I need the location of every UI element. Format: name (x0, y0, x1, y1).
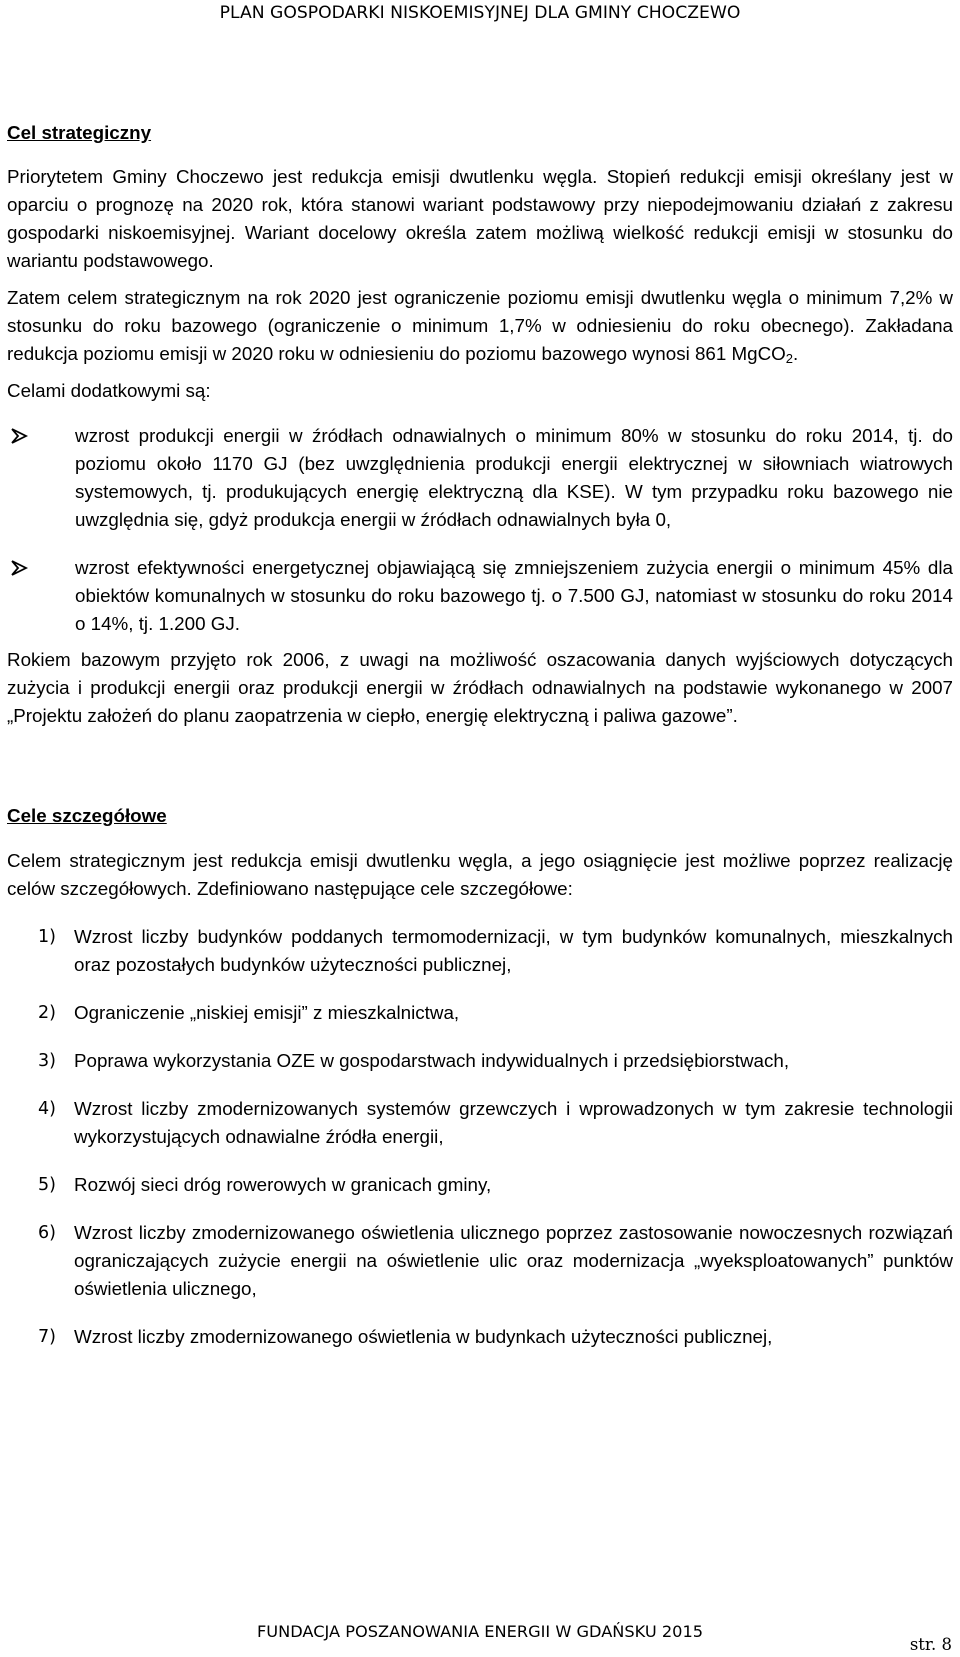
paragraph-cel-strategiczny (7, 284, 953, 368)
list-item (7, 1323, 953, 1351)
list-number: 7) (38, 1327, 56, 1347)
list-number: 2) (38, 1003, 56, 1023)
document-body (7, 119, 953, 1351)
paragraph-cele-szczegolowe-intro: Celem strategicznym jest redukcja emisji dwutlenku węgla, a jego osiągnięcie jest możliwe poprzez realizację celów szczegółowych. Zdefiniowano następujące cele szczegółowe: (7, 850, 953, 899)
paragraph-rok-bazowy: Rokiem bazowym przyjęto rok 2006, z uwagi na możliwość oszacowania danych wyjściowych dotyczących zużycia i produkcji energii oraz produkcji energii w źródłach odnawialnych na podstawie wykonanego w 2007 „Projektu założeń do planu zaopatrzenia w ciepło, energię elektryczną i paliwa gazowe”. (7, 649, 953, 726)
paragraph-cel-strategiczny-text: Zatem celem strategicznym na rok 2020 jest ograniczenie poziomu emisji dwutlenku węgla o minimum 7,2% w stosunku do roku bazowego (ograniczenie o minimum 1,7% w odniesieniu do roku obecnego). Zakładana redukcja poziomu emisji w 2020 roku w odniesieniu do poziomu bazowego wynosi 861 MgCO (7, 287, 953, 364)
arrowhead-bullet-icon (9, 422, 31, 450)
goal-text: Wzrost liczby budynków poddanych termomodernizacji, w tym budynków komunalnych, mieszkalnych oraz pozostałych budynków użyteczności publicznej, (74, 926, 953, 975)
list-number: 4) (38, 1099, 56, 1119)
paragraph-cele-dodatkowe: Celami dodatkowymi są: (7, 380, 211, 401)
paragraph-priorytet: Priorytetem Gminy Choczewo jest redukcja emisji dwutlenku węgla. Stopień redukcji emisji określany jest w oparciu o prognozę na 2020 rok, która stanowi wariant podstawowy przy niepodejmowaniu działań z zakresu gospodarki niskoemisyjnej. Wariant docelowy określa zatem możliwą wielkość redukcji emisji w stosunku do wariantu podstawowego. (7, 166, 953, 271)
section-heading-cele-szczegolowe: Cele szczegółowe (7, 805, 167, 826)
paragraph-cel-strategiczny-end: . (793, 343, 799, 364)
list-number: 6) (38, 1223, 56, 1243)
running-header: PLAN GOSPODARKI NISKOEMISYJNEJ DLA GMINY CHOCZEWO (219, 3, 741, 23)
list-item (7, 1095, 953, 1151)
list-item (7, 999, 953, 1027)
page-footer: FUNDACJA POSZANOWANIA ENERGII W GDAŃSKU 2015 (256, 1622, 704, 1641)
goal-text: Wzrost liczby zmodernizowanego oświetlenia w budynkach użyteczności publicznej, (74, 1326, 773, 1347)
list-item (7, 923, 953, 979)
list-number: 1) (38, 927, 56, 947)
section-heading-cel-strategiczny: Cel strategiczny (7, 122, 152, 143)
bullet-text: wzrost efektywności energetycznej objawiającą się zmniejszeniem zużycia energii o minimum 45% dla obiektów komunalnych w stosunku do roku bazowego tj. o 7.500 GJ, natomiast w stosunku do roku 2014 o 14%, tj. 1.200 GJ. (75, 557, 953, 634)
list-item (7, 1171, 953, 1199)
goal-text: Poprawa wykorzystania OZE w gospodarstwach indywidualnych i przedsiębiorstwach, (74, 1050, 790, 1071)
list-number: 5) (38, 1175, 56, 1195)
list-item (7, 554, 953, 638)
goal-text: Rozwój sieci dróg rowerowych w granicach gminy, (74, 1174, 492, 1195)
bullet-list-cele-dodatkowe (7, 422, 953, 638)
goal-text: Wzrost liczby zmodernizowanych systemów grzewczych i wprowadzonych w tym zakresie technologii wykorzystujących odnawialne źródła energii, (74, 1098, 953, 1147)
numbered-list-cele-szczegolowe (7, 923, 953, 1351)
arrowhead-bullet-icon (9, 554, 31, 582)
goal-text: Wzrost liczby zmodernizowanego oświetlenia ulicznego poprzez zastosowanie nowoczesnych rozwiązań ograniczających zużycie energii na oświetlenie ulic oraz modernizacja „wyeksploatowanych” punktów oświetlenia ulicznego, (74, 1222, 953, 1299)
subscript-2: 2 (785, 351, 794, 366)
list-item (7, 1047, 953, 1075)
list-number: 3) (38, 1051, 56, 1071)
list-item (7, 422, 953, 534)
bullet-text: wzrost produkcji energii w źródłach odnawialnych o minimum 80% w stosunku do roku 2014, tj. do poziomu około 1170 GJ (bez uwzględnienia produkcji energii elektrycznej w siłowniach wiatrowych systemowych, tj. produkujących energię elektryczną dla KSE). W tym przypadku roku bazowego nie uwzględnia się, gdyż produkcja energii w źródłach odnawialnych była 0, (75, 425, 953, 530)
goal-text: Ograniczenie „niskiej emisji” z mieszkalnictwa, (74, 1002, 460, 1023)
list-item (7, 1219, 953, 1303)
page-number: str. 8 (909, 1635, 952, 1654)
